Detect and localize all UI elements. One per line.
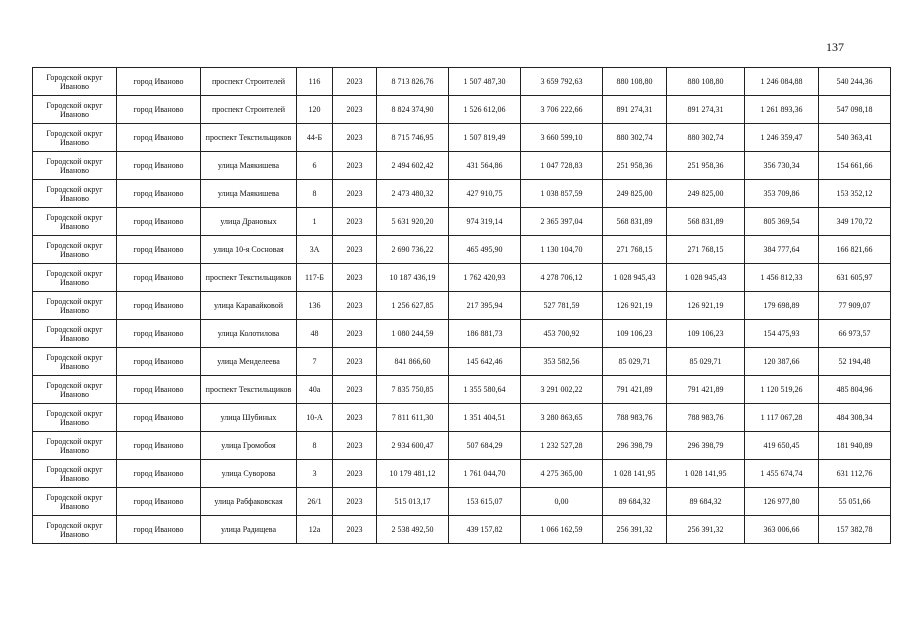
cell-year: 2023 xyxy=(333,404,377,432)
cell-street: улица 10-я Сосновая xyxy=(201,236,297,264)
cell-year: 2023 xyxy=(333,264,377,292)
cell-amount-col-11: 363 006,66 xyxy=(745,516,819,544)
cell-municipality: Городской округ Иваново xyxy=(33,404,117,432)
cell-total-cost: 2 934 600,47 xyxy=(377,432,449,460)
cell-amount-col-9: 788 983,76 xyxy=(603,404,667,432)
cell-settlement: город Иваново xyxy=(117,96,201,124)
cell-settlement: город Иваново xyxy=(117,236,201,264)
cell-house-number: 3А xyxy=(297,236,333,264)
cell-street: улица Колотилова xyxy=(201,320,297,348)
cell-amount-col-12: 154 661,66 xyxy=(819,152,891,180)
cell-amount-col-8: 3 280 863,65 xyxy=(521,404,603,432)
cell-amount-col-8: 453 700,92 xyxy=(521,320,603,348)
cell-amount-col-11: 1 455 674,74 xyxy=(745,460,819,488)
cell-amount-col-10: 1 028 141,95 xyxy=(667,460,745,488)
cell-street: проспект Строителей xyxy=(201,68,297,96)
cell-amount-col-11: 120 387,66 xyxy=(745,348,819,376)
table-row xyxy=(33,516,891,544)
cell-settlement: город Иваново xyxy=(117,152,201,180)
cell-year: 2023 xyxy=(333,516,377,544)
cell-amount-col-9: 296 398,79 xyxy=(603,432,667,460)
cell-settlement: город Иваново xyxy=(117,208,201,236)
cell-year: 2023 xyxy=(333,320,377,348)
cell-amount-col-8: 1 047 728,83 xyxy=(521,152,603,180)
housing-repair-table xyxy=(32,67,891,544)
table-row xyxy=(33,348,891,376)
cell-total-cost: 10 187 436,19 xyxy=(377,264,449,292)
table-row xyxy=(33,404,891,432)
cell-house-number: 1 xyxy=(297,208,333,236)
cell-amount-col-8: 4 278 706,12 xyxy=(521,264,603,292)
cell-amount-col-7: 974 319,14 xyxy=(449,208,521,236)
cell-amount-col-7: 1 761 044,70 xyxy=(449,460,521,488)
cell-year: 2023 xyxy=(333,488,377,516)
cell-amount-col-12: 631 605,97 xyxy=(819,264,891,292)
cell-house-number: 8 xyxy=(297,432,333,460)
cell-street: улица Рабфаковская xyxy=(201,488,297,516)
cell-street: проспект Текстильщиков xyxy=(201,376,297,404)
cell-settlement: город Иваново xyxy=(117,124,201,152)
cell-amount-col-11: 353 709,86 xyxy=(745,180,819,208)
cell-amount-col-12: 77 909,07 xyxy=(819,292,891,320)
cell-amount-col-9: 271 768,15 xyxy=(603,236,667,264)
cell-amount-col-9: 85 029,71 xyxy=(603,348,667,376)
cell-house-number: 120 xyxy=(297,96,333,124)
table-row xyxy=(33,320,891,348)
table-row xyxy=(33,236,891,264)
cell-amount-col-10: 296 398,79 xyxy=(667,432,745,460)
cell-street: улица Драновых xyxy=(201,208,297,236)
cell-amount-col-11: 419 650,45 xyxy=(745,432,819,460)
cell-house-number: 6 xyxy=(297,152,333,180)
cell-settlement: город Иваново xyxy=(117,320,201,348)
cell-amount-col-9: 249 825,00 xyxy=(603,180,667,208)
cell-amount-col-10: 880 302,74 xyxy=(667,124,745,152)
cell-amount-col-12: 631 112,76 xyxy=(819,460,891,488)
cell-amount-col-10: 109 106,23 xyxy=(667,320,745,348)
table-row xyxy=(33,96,891,124)
cell-house-number: 8 xyxy=(297,180,333,208)
cell-amount-col-12: 540 363,41 xyxy=(819,124,891,152)
cell-settlement: город Иваново xyxy=(117,516,201,544)
cell-house-number: 44-Б xyxy=(297,124,333,152)
cell-amount-col-12: 66 973,57 xyxy=(819,320,891,348)
cell-total-cost: 8 715 746,95 xyxy=(377,124,449,152)
cell-settlement: город Иваново xyxy=(117,460,201,488)
table-row xyxy=(33,292,891,320)
cell-amount-col-10: 880 108,80 xyxy=(667,68,745,96)
cell-amount-col-9: 1 028 945,43 xyxy=(603,264,667,292)
cell-year: 2023 xyxy=(333,96,377,124)
cell-settlement: город Иваново xyxy=(117,180,201,208)
cell-year: 2023 xyxy=(333,124,377,152)
cell-amount-col-10: 271 768,15 xyxy=(667,236,745,264)
cell-amount-col-7: 1 526 612,06 xyxy=(449,96,521,124)
cell-municipality: Городской округ Иваново xyxy=(33,208,117,236)
cell-amount-col-12: 52 194,48 xyxy=(819,348,891,376)
cell-municipality: Городской округ Иваново xyxy=(33,488,117,516)
cell-amount-col-9: 568 831,89 xyxy=(603,208,667,236)
cell-amount-col-9: 126 921,19 xyxy=(603,292,667,320)
cell-amount-col-12: 55 051,66 xyxy=(819,488,891,516)
cell-amount-col-7: 217 395,94 xyxy=(449,292,521,320)
cell-amount-col-11: 1 246 084,88 xyxy=(745,68,819,96)
cell-amount-col-10: 249 825,00 xyxy=(667,180,745,208)
cell-amount-col-8: 1 130 104,70 xyxy=(521,236,603,264)
cell-year: 2023 xyxy=(333,208,377,236)
cell-municipality: Городской округ Иваново xyxy=(33,180,117,208)
cell-amount-col-8: 3 659 792,63 xyxy=(521,68,603,96)
cell-street: проспект Текстильщиков xyxy=(201,124,297,152)
cell-municipality: Городской округ Иваново xyxy=(33,264,117,292)
cell-total-cost: 8 824 374,90 xyxy=(377,96,449,124)
cell-amount-col-9: 256 391,32 xyxy=(603,516,667,544)
cell-municipality: Городской округ Иваново xyxy=(33,432,117,460)
cell-house-number: 116 xyxy=(297,68,333,96)
cell-settlement: город Иваново xyxy=(117,68,201,96)
cell-house-number: 48 xyxy=(297,320,333,348)
cell-amount-col-7: 145 642,46 xyxy=(449,348,521,376)
cell-total-cost: 1 080 244,59 xyxy=(377,320,449,348)
cell-house-number: 7 xyxy=(297,348,333,376)
cell-municipality: Городской округ Иваново xyxy=(33,236,117,264)
cell-amount-col-7: 1 507 819,49 xyxy=(449,124,521,152)
cell-amount-col-10: 788 983,76 xyxy=(667,404,745,432)
cell-amount-col-7: 153 615,07 xyxy=(449,488,521,516)
cell-street: улица Менделеева xyxy=(201,348,297,376)
cell-street: проспект Строителей xyxy=(201,96,297,124)
cell-year: 2023 xyxy=(333,152,377,180)
table-row xyxy=(33,264,891,292)
cell-amount-col-9: 89 684,32 xyxy=(603,488,667,516)
cell-street: улица Громобоя xyxy=(201,432,297,460)
cell-amount-col-10: 251 958,36 xyxy=(667,152,745,180)
table-row xyxy=(33,180,891,208)
cell-amount-col-9: 880 108,80 xyxy=(603,68,667,96)
cell-amount-col-12: 166 821,66 xyxy=(819,236,891,264)
cell-amount-col-10: 256 391,32 xyxy=(667,516,745,544)
cell-amount-col-7: 1 355 580,64 xyxy=(449,376,521,404)
table-row xyxy=(33,68,891,96)
cell-amount-col-7: 439 157,82 xyxy=(449,516,521,544)
cell-amount-col-10: 89 684,32 xyxy=(667,488,745,516)
cell-amount-col-12: 547 098,18 xyxy=(819,96,891,124)
cell-street: улица Суворова xyxy=(201,460,297,488)
cell-amount-col-11: 356 730,34 xyxy=(745,152,819,180)
table-row xyxy=(33,124,891,152)
cell-year: 2023 xyxy=(333,68,377,96)
cell-settlement: город Иваново xyxy=(117,488,201,516)
cell-municipality: Городской округ Иваново xyxy=(33,516,117,544)
cell-amount-col-7: 1 762 420,93 xyxy=(449,264,521,292)
cell-amount-col-8: 4 275 365,00 xyxy=(521,460,603,488)
cell-total-cost: 2 538 492,50 xyxy=(377,516,449,544)
cell-amount-col-9: 880 302,74 xyxy=(603,124,667,152)
cell-amount-col-7: 431 564,86 xyxy=(449,152,521,180)
cell-house-number: 10-А xyxy=(297,404,333,432)
cell-house-number: 12а xyxy=(297,516,333,544)
cell-amount-col-7: 465 495,90 xyxy=(449,236,521,264)
cell-house-number: 3 xyxy=(297,460,333,488)
cell-total-cost: 515 013,17 xyxy=(377,488,449,516)
cell-total-cost: 8 713 826,76 xyxy=(377,68,449,96)
cell-amount-col-7: 1 507 487,30 xyxy=(449,68,521,96)
cell-year: 2023 xyxy=(333,460,377,488)
cell-amount-col-12: 349 170,72 xyxy=(819,208,891,236)
table-row xyxy=(33,152,891,180)
cell-year: 2023 xyxy=(333,236,377,264)
cell-municipality: Городской округ Иваново xyxy=(33,348,117,376)
cell-amount-col-10: 1 028 945,43 xyxy=(667,264,745,292)
cell-amount-col-7: 1 351 404,51 xyxy=(449,404,521,432)
cell-street: проспект Текстильщиков xyxy=(201,264,297,292)
cell-amount-col-11: 1 246 359,47 xyxy=(745,124,819,152)
cell-settlement: город Иваново xyxy=(117,376,201,404)
cell-amount-col-9: 791 421,89 xyxy=(603,376,667,404)
cell-house-number: 117-Б xyxy=(297,264,333,292)
cell-amount-col-10: 891 274,31 xyxy=(667,96,745,124)
cell-house-number: 40а xyxy=(297,376,333,404)
cell-house-number: 136 xyxy=(297,292,333,320)
cell-amount-col-10: 85 029,71 xyxy=(667,348,745,376)
cell-amount-col-11: 384 777,64 xyxy=(745,236,819,264)
cell-amount-col-8: 1 232 527,28 xyxy=(521,432,603,460)
cell-total-cost: 2 473 480,32 xyxy=(377,180,449,208)
cell-amount-col-8: 0,00 xyxy=(521,488,603,516)
cell-municipality: Городской округ Иваново xyxy=(33,68,117,96)
cell-amount-col-8: 527 781,59 xyxy=(521,292,603,320)
cell-year: 2023 xyxy=(333,432,377,460)
cell-total-cost: 1 256 627,85 xyxy=(377,292,449,320)
cell-settlement: город Иваново xyxy=(117,348,201,376)
cell-amount-col-8: 3 706 222,66 xyxy=(521,96,603,124)
cell-amount-col-11: 126 977,80 xyxy=(745,488,819,516)
cell-amount-col-7: 507 684,29 xyxy=(449,432,521,460)
cell-street: улица Маякишева xyxy=(201,180,297,208)
cell-amount-col-8: 3 660 599,10 xyxy=(521,124,603,152)
table-row xyxy=(33,376,891,404)
cell-amount-col-12: 540 244,36 xyxy=(819,68,891,96)
table-row xyxy=(33,432,891,460)
cell-amount-col-9: 251 958,36 xyxy=(603,152,667,180)
cell-amount-col-12: 181 940,89 xyxy=(819,432,891,460)
cell-amount-col-8: 1 066 162,59 xyxy=(521,516,603,544)
cell-municipality: Городской округ Иваново xyxy=(33,292,117,320)
cell-amount-col-11: 1 117 067,28 xyxy=(745,404,819,432)
cell-total-cost: 841 866,60 xyxy=(377,348,449,376)
page-number: 137 xyxy=(826,40,844,54)
cell-year: 2023 xyxy=(333,292,377,320)
cell-amount-col-11: 154 475,93 xyxy=(745,320,819,348)
cell-municipality: Городской округ Иваново xyxy=(33,124,117,152)
cell-settlement: город Иваново xyxy=(117,432,201,460)
cell-total-cost: 5 631 920,20 xyxy=(377,208,449,236)
cell-amount-col-11: 179 698,89 xyxy=(745,292,819,320)
cell-municipality: Городской округ Иваново xyxy=(33,320,117,348)
cell-settlement: город Иваново xyxy=(117,292,201,320)
cell-amount-col-8: 1 038 857,59 xyxy=(521,180,603,208)
cell-street: улица Каравайковой xyxy=(201,292,297,320)
cell-municipality: Городской округ Иваново xyxy=(33,152,117,180)
cell-settlement: город Иваново xyxy=(117,404,201,432)
cell-amount-col-12: 485 804,96 xyxy=(819,376,891,404)
table-row xyxy=(33,208,891,236)
cell-amount-col-12: 157 382,78 xyxy=(819,516,891,544)
cell-amount-col-8: 353 582,56 xyxy=(521,348,603,376)
cell-amount-col-10: 126 921,19 xyxy=(667,292,745,320)
cell-amount-col-8: 3 291 002,22 xyxy=(521,376,603,404)
cell-year: 2023 xyxy=(333,348,377,376)
cell-municipality: Городской округ Иваново xyxy=(33,376,117,404)
cell-year: 2023 xyxy=(333,376,377,404)
cell-municipality: Городской округ Иваново xyxy=(33,460,117,488)
cell-total-cost: 2 494 602,42 xyxy=(377,152,449,180)
cell-amount-col-11: 805 369,54 xyxy=(745,208,819,236)
cell-amount-col-7: 427 910,75 xyxy=(449,180,521,208)
cell-amount-col-11: 1 261 893,36 xyxy=(745,96,819,124)
cell-street: улица Радищева xyxy=(201,516,297,544)
cell-total-cost: 2 690 736,22 xyxy=(377,236,449,264)
cell-amount-col-10: 568 831,89 xyxy=(667,208,745,236)
cell-amount-col-8: 2 365 397,04 xyxy=(521,208,603,236)
cell-amount-col-10: 791 421,89 xyxy=(667,376,745,404)
cell-amount-col-9: 891 274,31 xyxy=(603,96,667,124)
cell-total-cost: 7 835 750,85 xyxy=(377,376,449,404)
table-row xyxy=(33,488,891,516)
cell-house-number: 26/1 xyxy=(297,488,333,516)
cell-amount-col-9: 109 106,23 xyxy=(603,320,667,348)
cell-municipality: Городской округ Иваново xyxy=(33,96,117,124)
table-row xyxy=(33,460,891,488)
cell-street: улица Маякишева xyxy=(201,152,297,180)
cell-amount-col-9: 1 028 141,95 xyxy=(603,460,667,488)
cell-amount-col-7: 186 881,73 xyxy=(449,320,521,348)
cell-amount-col-12: 153 352,12 xyxy=(819,180,891,208)
cell-street: улица Шубиных xyxy=(201,404,297,432)
cell-total-cost: 7 811 611,30 xyxy=(377,404,449,432)
cell-year: 2023 xyxy=(333,180,377,208)
cell-amount-col-12: 484 308,34 xyxy=(819,404,891,432)
cell-amount-col-11: 1 120 519,26 xyxy=(745,376,819,404)
cell-amount-col-11: 1 456 812,33 xyxy=(745,264,819,292)
cell-total-cost: 10 179 481,12 xyxy=(377,460,449,488)
cell-settlement: город Иваново xyxy=(117,264,201,292)
